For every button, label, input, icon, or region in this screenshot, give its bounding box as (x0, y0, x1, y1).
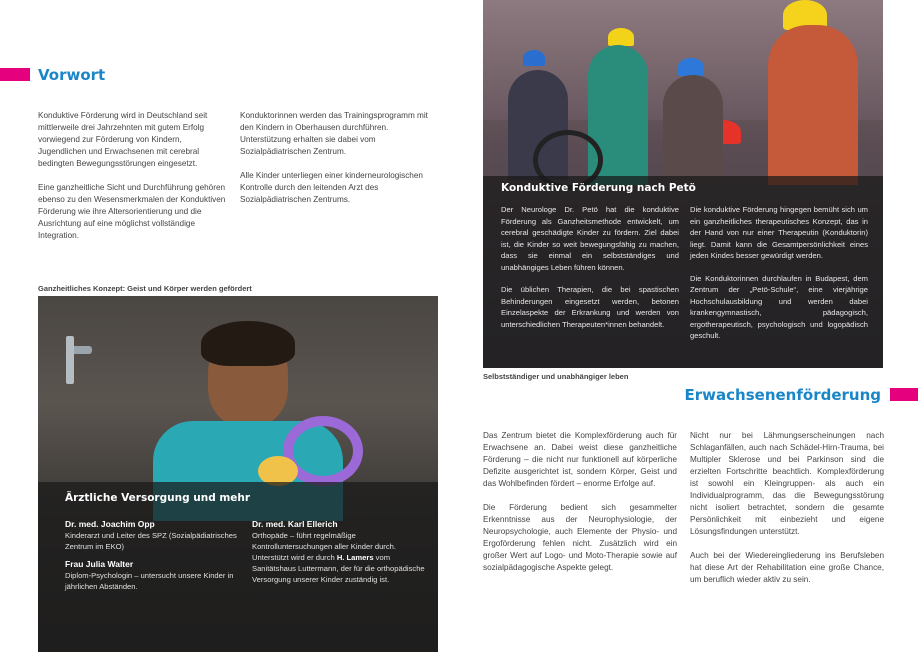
person-description: Diplom-Psychologin – untersucht unsere Kinder in jährlichen Abständen. (65, 571, 234, 591)
door-plate-shape (66, 336, 74, 384)
vorwort-paragraph: Konduktive Förderung wird in Deutschland seit mittlerweile drei Jahrzehnten mit gutem Erfolg vorwiegend zur Förderung von Kindern, Jugendlichen und Erwachsenen mit cerebral bedingten Bewegungsstörungen eingesetzt. (38, 111, 208, 168)
peto-paragraph: Der Neurologe Dr. Petö hat die konduktive Förderung als Ganzheitsmethode entwickelt, um cerebral geschädigte Kinder zu fördern. Ziel dabei ist, die Kinder so weit bewegungsfähig zu machen, dass sie einmal ein selbstständiges und unabhängiges Leben führen können. (501, 205, 679, 272)
adult-support-paragraph: Das Zentrum bietet die Komplexförderung auch für Erwachsene an. Dabei weist diese ganzheitliche Förderung – die nicht nur funktionell auf körperliche Defizite ausgerichtet ist, sondern Körper, Geist und das Wohlbefinden fördert – enorme Erfolge auf. (483, 431, 677, 488)
helmet-yellow-shape (608, 28, 634, 46)
right-page (459, 0, 918, 652)
person-name: Frau Julia Walter (65, 559, 134, 569)
medical-care-box (38, 482, 438, 652)
vorwort-accent-bar (0, 68, 30, 81)
person-description-part: vom Sanitätshaus Luttermann, der für die orthopädische Versorgung unserer Kinder zuständig ist. (252, 553, 425, 584)
peto-paragraph: Die üblichen Therapien, die bei spastischen Behinderungen eingesetzt werden, betonen Einzelaspekte der Erkrankung und werden von unterschiedlichen Therapeuten*innen behandelt. (501, 285, 679, 329)
adult-support-paragraph: Auch bei der Wiedereingliederung ins Berufsleben hat diese Art der Rehabilitation eine große Chance, um beruflich wieder aktiv zu sein. (690, 551, 884, 584)
vorwort-column-2 (240, 110, 430, 218)
person-description-part: Orthopäde – führt regelmäßige Kontrolluntersuchungen aller Kinder durch. Unterstützt wird er durch (252, 531, 396, 562)
peto-column-1 (501, 204, 679, 341)
peto-paragraph: Die Konduktorinnen durchlaufen in Budapest, dem Zentrum der „Petö-Schule“, eine vierjährige Hochschulausbildung und werden dabei krankengymnastisch, pädagogisch, ergotherapeutisch, psychologisch und logopädisch geschult. (690, 273, 868, 340)
medical-care-title: Ärztliche Versorgung und mehr (65, 492, 251, 504)
adult-support-paragraph: Nicht nur bei Lähmungserscheinungen nach Schlaganfällen, auch nach Schädel-Hirn-Trauma, bei Multipler Sklerose und bei Parkinson sind die erzielten Fortschritte beachtlich. Komplexförderung ist sowohl ein Kleingruppen- als auch ein Individualprogramm, das die Bewegungsstörung nicht isoliert betrachtet, sondern die gesamte Persönlichkeit mit einbezieht und eigene Lösungsfindungen unterstützt. (690, 431, 884, 536)
vorwort-paragraph: Alle Kinder unterliegen einer kinderneurologischen Kontrolle durch den leitenden Arzt des Sozialpädiatrischen Zentrums. (240, 171, 423, 204)
peto-title: Konduktive Förderung nach Petö (501, 182, 696, 194)
person-name: Dr. med. Karl Ellerich (252, 519, 338, 529)
peto-paragraph: Die konduktive Förderung hingegen bemüht sich um ein ganzheitliches therapeutisches Konzept, das in der Hand von nur einer Therapeutin (Konduktorin) liegt. Damit kann die Gesamtpersönlichkeit eines jeden Kindes besser gewürdigt werden. (690, 205, 868, 260)
adult-support-column-2 (690, 430, 884, 598)
medical-care-column-2 (252, 518, 432, 585)
vorwort-column-1 (38, 110, 230, 254)
adult-support-column-1 (483, 430, 677, 586)
person-description (252, 530, 432, 585)
person-shape (663, 75, 723, 185)
child-photo (38, 296, 438, 652)
person-shape (768, 25, 858, 185)
person-name: Dr. med. Joachim Opp (65, 519, 155, 529)
child-hair-shape (201, 321, 295, 366)
helmet-blue-shape (523, 50, 545, 66)
left-photo-caption: Ganzheitliches Konzept: Geist und Körper werden gefördert (38, 284, 252, 293)
medical-care-column-1 (65, 518, 245, 592)
peto-info-box (483, 176, 883, 368)
adult-support-accent-bar (890, 388, 918, 401)
helmet-blue-shape (678, 58, 704, 76)
person-description: Kinderarzt und Leiter des SPZ (Sozialpädiatrisches Zentrum im EKO) (65, 531, 237, 551)
peto-column-2 (690, 204, 868, 353)
person-description-bold: H. Lamers (336, 553, 374, 562)
adult-support-paragraph: Die Förderung bedient sich gesammelter Erkenntnisse aus der Neurophysiologie, der Neuropsychologie, auch Elemente der Physio- und Ergoförderung fehlen nicht. Zusätzlich wird ein großer Wert auf Logo- und Moto-Therapie sowie auf sozialpädagogische Aspekte gelegt. (483, 503, 677, 572)
right-photo-caption: Selbstständiger und unabhängiger leben (483, 372, 629, 381)
vorwort-paragraph: Eine ganzheitliche Sicht und Durchführung gehören ebenso zu den Wesensmerkmalen der Konduktiven Förderung wie ihre Altersorientierung und die Ausrichtung auf eine möglichst vollständige Integration. (38, 183, 226, 240)
vorwort-heading: Vorwort (38, 66, 106, 84)
adult-support-heading: Erwachsenenförderung (684, 386, 881, 404)
group-photo (483, 0, 883, 368)
vorwort-paragraph: Konduktorinnen werden das Trainingsprogramm mit den Kindern in Oberhausen durchführen. Unterstützung erhalten sie dabei vom Sozialpädiatrischen Zentrum. (240, 111, 428, 156)
